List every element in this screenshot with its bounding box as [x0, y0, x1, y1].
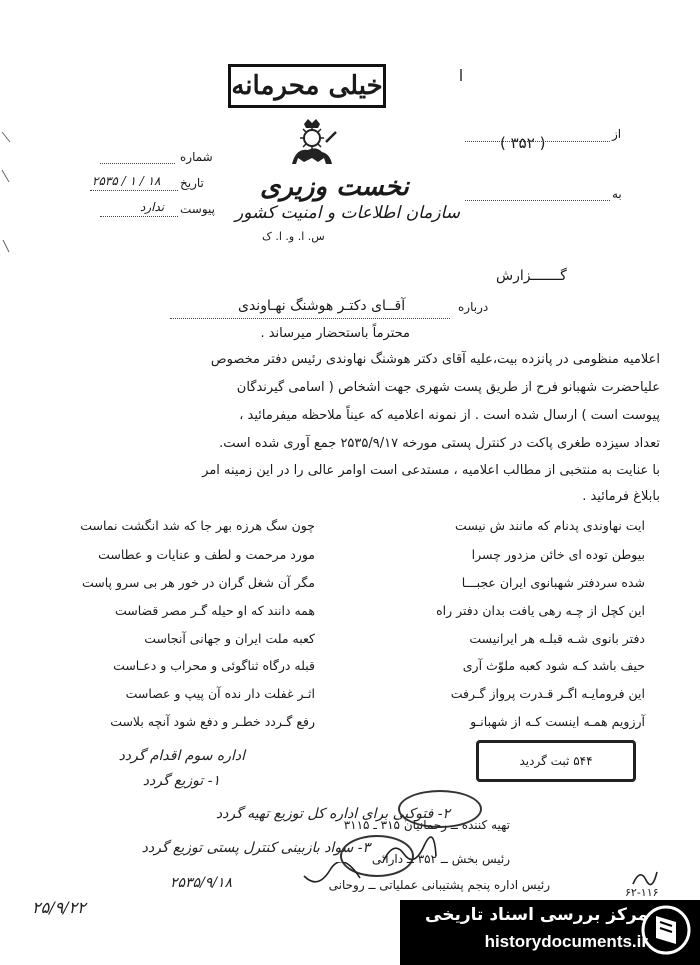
verse-left-6: قبله درگاه ثناگوئی و محراب و دعـاست — [113, 658, 315, 673]
handwritten-note-4: ۳- سواد بازبینی کنترل پستی توزیع گردد — [141, 840, 370, 856]
from-label: از — [612, 127, 622, 141]
subject-value: آقــای دکتـر هوشنگ نهـاوندی — [238, 298, 406, 314]
handwritten-date: ۲۵۳۵/۹/۱۸ — [170, 875, 233, 891]
body-line-2: علیاحضرت شهبانو فرح از طریق پست شهری جهت اشخاص ( اسامی گیرندگان — [236, 380, 660, 395]
verse-right-1: ایت نهاوندی پدنام که مانند ش نیست — [455, 518, 645, 533]
document-ref: ۶۲-۱۱۶ — [625, 886, 659, 899]
body-line-6: بابلاغ فرمائید . — [582, 489, 660, 504]
verse-right-8: آرزویم همـه اینست کـه از شهبانـو — [470, 714, 645, 729]
verse-left-5: کعبه ملت ایران و جهانی آنجاست — [144, 631, 315, 646]
corner-mark — [455, 68, 467, 82]
signature-scribble-3 — [630, 866, 660, 888]
from-value: ( ۳۵۲ ) — [500, 134, 546, 152]
lion-and-sun-emblem-icon — [282, 118, 342, 170]
number-label: شماره — [180, 150, 213, 164]
subject-label: درباره — [458, 300, 489, 314]
signature-scribble-2 — [300, 862, 370, 892]
verse-left-2: مورد مرحمت و لطف و عنایات و عطاست — [98, 547, 315, 562]
verse-left-7: اثـر غفلت دار نده آن پیپ و عصاست — [125, 686, 315, 701]
archive-scroll-icon — [640, 904, 692, 956]
left-edge-marks — [0, 130, 14, 270]
head-of-desk: رئیس بخش ــ ۳۵۲ ــ دارائی — [371, 852, 510, 866]
attachment-label: پیوست — [180, 202, 215, 216]
handwritten-ref: ۲۵/۹/۲۲ — [32, 898, 86, 917]
report-title: گـــــــزارش — [496, 268, 567, 284]
agency-name: سازمان اطلاعات و امنیت کشور — [235, 203, 460, 223]
to-label: به — [612, 187, 622, 201]
prepared-by: تهیه کننده ــ رحمانیان ۳۱۵ ـ ۳۱۱۵ — [343, 818, 510, 832]
classification-stamp: خیلی محرمانه — [228, 64, 386, 108]
handwritten-note-2: ۱- توزیع گردد — [142, 773, 220, 789]
greeting: محترماً باستحضار میرساند . — [260, 326, 410, 341]
body-line-1: اعلامیه منظومی در پانزده بیت،علیه آقای دکتر هوشنگ نهاوندی رئیس دفتر مخصوص — [210, 352, 660, 367]
body-line-5: با عنایت به منتخبی از مطالب اعلامیه ، مستدعی است اوامر عالی را در این زمینه امر — [202, 463, 660, 478]
handwritten-note-3: ۲- فتوکپی برای اداره کل توزیع تهیه گردد — [215, 806, 450, 822]
agency-code: س. ا. و. ا. ک — [262, 230, 325, 243]
verse-right-3: شده سردفتر شهبانوی ایران عجبـــا — [461, 575, 645, 590]
verse-right-4: این کچل از چـه رهی یافت بدان دفتر راه — [436, 603, 645, 618]
archive-logo-url: historydocuments.ir — [484, 932, 648, 951]
verse-right-2: بیوطن توده ای خائن مزدور چسرا — [471, 547, 645, 562]
verse-left-8: رفع گـردد خطـر و دفع شود آنچه بلاست — [110, 714, 315, 729]
verse-right-5: دفتر بانوی شـه قبلـه هر ایرانیست — [469, 631, 645, 646]
body-line-4: تعداد سیزده طغری پاکت در کنترل پستی مورخه ۲۵۳۵/۹/۱۷ جمع آوری شده است. — [219, 436, 660, 451]
signature-scribble-1 — [380, 836, 440, 866]
verse-left-1: چون سگ هرزه بهر جا که شد انگشت نماست — [80, 518, 315, 533]
verse-right-6: حیف باشد کـه شود کعبه ملوّث آری — [462, 658, 645, 673]
registration-stamp: ۵۴۴ ثبت گردید — [476, 740, 636, 782]
verse-right-7: این فرومایـه اگـر قـدرت پرواز گـرفت — [450, 686, 645, 701]
handwritten-note-1: اداره سوم اقدام گردد — [118, 748, 245, 764]
attachment-value: ندارد — [140, 200, 165, 214]
date-label: تاریخ — [180, 176, 204, 190]
date-value: ۱۸ / ۱ / ۲۵۳۵ — [92, 174, 161, 188]
head-of-department: رئیس اداره پنجم پشتیبانی عملیاتی ــ روحانی — [328, 878, 550, 892]
verse-left-3: مگر آن شغل گران در خور هر بی سرو پاست — [81, 575, 315, 590]
body-line-3: پیوست است ) ارسال شده است . از نمونه اعلامیه که عیناً ملاحظه میفرمائید ، — [239, 408, 660, 423]
verse-left-4: همه دانند که او حیله گـر مصر قضاست — [115, 603, 315, 618]
ministry-name: نخست وزیری — [260, 172, 409, 202]
archive-logo-name: مرکز بررسی اسناد تاریخی — [425, 905, 648, 925]
